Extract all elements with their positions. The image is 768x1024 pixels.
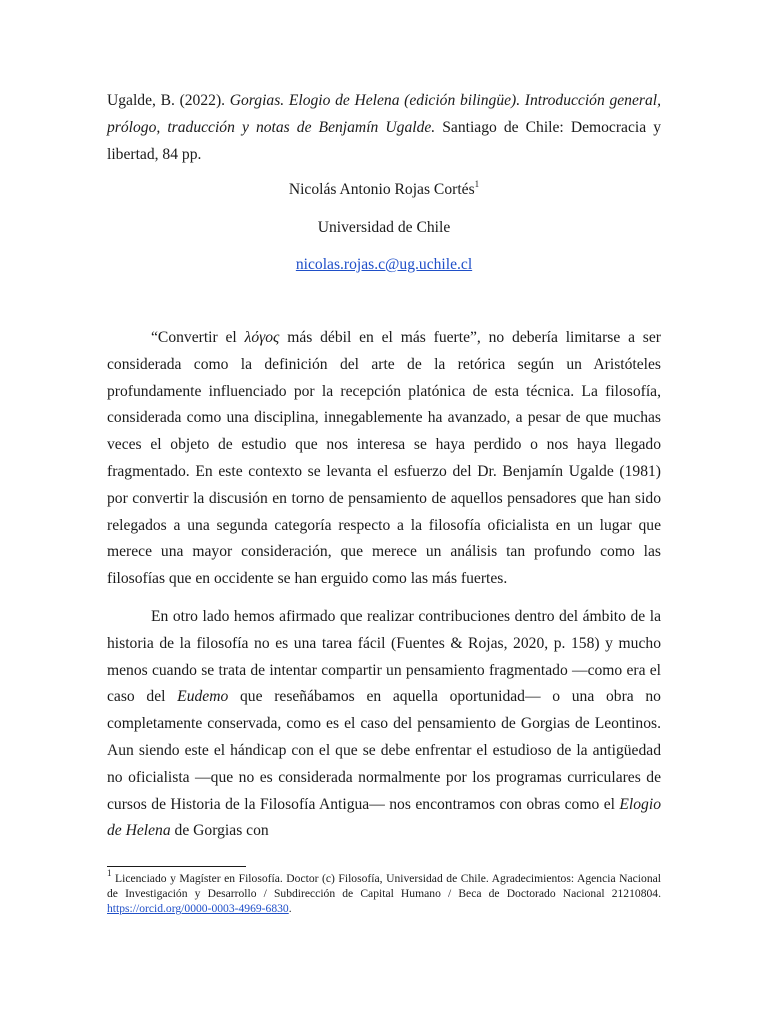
paragraph-2: [107, 604, 661, 845]
reviewer-affiliation: Universidad de Chile: [317, 219, 451, 236]
paragraph-1-start: “Convertir el: [151, 329, 245, 346]
greek-logos: λόγος: [244, 329, 280, 346]
footnote-number: 1: [107, 868, 112, 879]
reference-title: Gorgias. Elogio de Helena (edición bilingüe). Introducción general, prólogo, traducción y notas de Benjamín Ugalde.: [107, 92, 661, 136]
paragraph-1: [107, 325, 661, 593]
bibliographic-reference: [107, 88, 661, 168]
paragraph-2-middle: que reseñábamos en aquella oportunidad— o una obra no completamente conservada, como es el caso del pensamiento de Gorgias de Leontinos. Aun siendo este el hándicap con el que se debe enfrentar el estudioso de la antigüedad no oficialista —que no es considerada normalmente por los programas curriculares de cursos de Historia de la Filosofía Antigua— nos encontramos con obras como el: [107, 688, 661, 813]
footnote-text: Licenciado y Magíster en Filosofía. Doctor (c) Filosofía, Universidad de Chile. Agradecimientos: Agencia Nacional de Investigación y Desarrollo / Subdirección de Capital Humano / Beca de Doctorado Nacional 21210804.: [107, 872, 661, 901]
footnote-marker[interactable]: 1: [474, 178, 480, 189]
paragraph-1-rest: más débil en el más fuerte”, no debería limitarse a ser considerada como la definición del arte de la retórica según un Aristóteles profundamente influenciado por la recepción platónica de esta técnica. La filosofía, considerada como una disciplina, innegablemente ha avanzado, a pesar de que muchas veces el objeto de estudio que nos interesa se haya perdido o nos haya llegado fragmentado. En este contexto se levanta el esfuerzo del Dr. Benjamín Ugalde (1981) por convertir la discusión en torno de pensamiento de aquellos pensadores que han sido relegados a una segunda categoría respecto a la filosofía oficialista en un lugar que merece una mayor consideración, que merece un análisis tan profundo como las filosofías que en occidente se han erguido como las más fuertes.: [107, 329, 661, 588]
paragraph-2-start: En otro lado hemos afirmado que realizar contribuciones dentro del ámbito de la historia de la filosofía no es una tarea fácil (Fuentes & Rojas, 2020, p. 158) y mucho menos cuando se trata de intentar compartir un pensamiento fragmentado —como era el caso del: [107, 608, 661, 706]
orcid-link[interactable]: https://orcid.org/0000-0003-4969-6830: [107, 902, 289, 916]
footnote: [107, 868, 661, 917]
email-link[interactable]: nicolas.rojas.c@ug.uchile.cl: [295, 256, 473, 273]
reference-publisher: Santiago de Chile: Democracia y libertad, 84 pp.: [107, 118, 661, 163]
eudemo-title: Eudemo: [177, 688, 229, 706]
elogio-title: Elogio de Helena: [107, 795, 661, 840]
footnote-divider: [107, 866, 246, 867]
reviewer-name-text: Nicolás Antonio Rojas Cortés: [288, 181, 475, 198]
reviewer-email: [107, 255, 661, 275]
paragraph-2-end: de Gorgias con: [170, 822, 269, 840]
reference-author-year: Ugalde, B. (2022).: [107, 92, 230, 109]
footnote-end: .: [288, 902, 292, 916]
reviewer-name: [107, 180, 661, 200]
